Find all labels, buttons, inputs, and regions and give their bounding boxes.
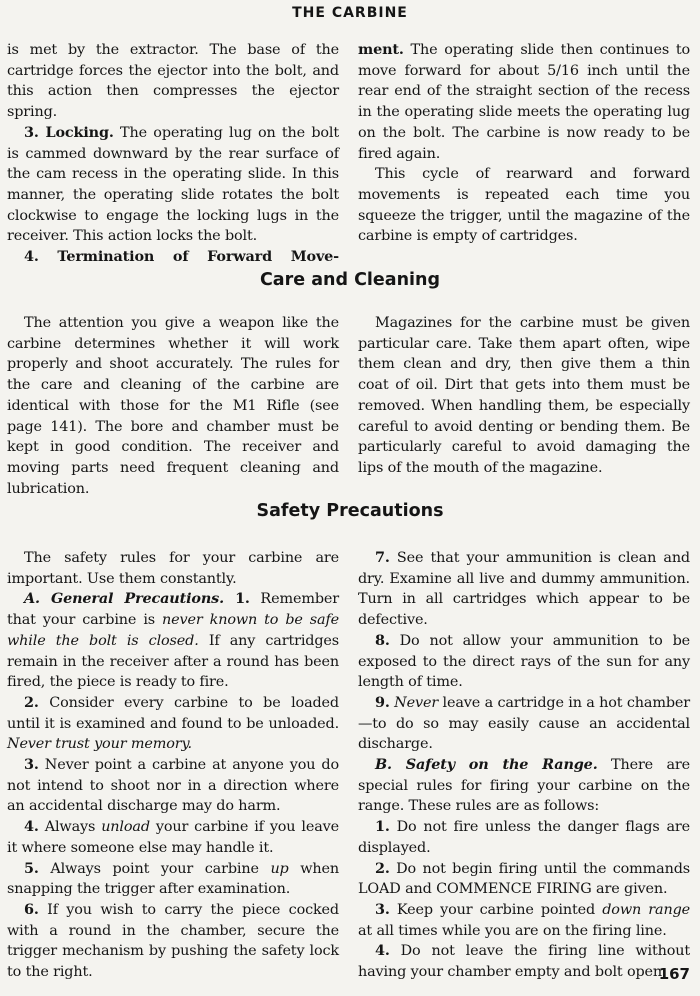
paragraph: 7. See that your ammunition is clean and dry. Examine all live and dummy ammunition. Turn in all cartridges which appear to be defective. — [358, 549, 690, 629]
paragraph: 3. Keep your carbine pointed down range at all times while you are on the firing line. — [358, 900, 690, 939]
section-title-care: Care and Cleaning — [259, 270, 441, 290]
paragraph: 5. Always point your carbine up when snapping the trigger after examination. — [7, 859, 339, 898]
safety-left-column — [7, 548, 339, 983]
subsection-heading: A. General Precautions. — [24, 590, 224, 608]
paragraph: 3. Never point a carbine at anyone you do not intend to shoot nor in a direction where an accidental discharge may do harm. — [7, 756, 339, 815]
top-left-column — [7, 40, 339, 268]
paragraph: This cycle of rearward and forward movements is repeated each time you squeeze the trigger, until the magazine of the carbine is empty of cartridges. — [358, 166, 690, 245]
paragraph: 6. If you wish to carry the piece cocked with a round in the chamber, secure the trigger mechanism by pushing the safety lock to the right. — [7, 900, 339, 981]
page-number: 167 — [658, 965, 690, 983]
subsection-heading: B. Safety on the Range. — [375, 756, 598, 774]
care-left-column — [7, 313, 339, 499]
paragraph — [7, 247, 339, 268]
paragraph: The safety rules for your carbine are important. Use them constantly. — [7, 550, 339, 587]
paragraph: B. Safety on the Range. There are special rules for firing your carbine on the range. These rules are as follows: — [358, 756, 691, 815]
paragraph: 2. Do not begin firing until the commands LOAD and COMMENCE FIRING are given. — [358, 859, 690, 898]
paragraph: 1. Do not fire unless the danger flags are displayed. — [358, 818, 690, 856]
care-right-column — [358, 313, 690, 479]
item-heading: ment. — [358, 41, 404, 58]
section-title-safety: Safety Precautions — [256, 501, 444, 521]
paragraph: 3. Locking. The operating lug on the bolt is cammed downward by the rear surface of the cam recess in the operating slide. In this manner, the operating slide rotates the bolt clockwise to engage the locking lugs in the receiver. This action locks the bolt. — [7, 123, 339, 245]
paragraph: 4. Always unload your carbine if you leave it where someone else may handle it. — [7, 818, 339, 856]
paragraph: Magazines for the carbine must be given particular care. Take them apart often, wipe them clean and dry, then give them a thin coat of oil. Dirt that gets into them must be removed. When handling them, be especially careful to avoid denting or bending them. Be particularly careful to avoid damaging the lips of the mouth of the magazine. — [358, 315, 690, 476]
paragraph: 8. Do not allow your ammunition to be exposed to the direct rays of the sun for any length of time. — [358, 631, 690, 691]
paragraph: is met by the extractor. The base of the cartridge forces the ejector into the bolt, and this action then compresses the ejector spring. — [7, 42, 339, 121]
paragraph: 9. Never leave a cartridge in a hot chamber—to do so may easily cause an accidental discharge. — [358, 693, 690, 753]
item-heading: 4. Termination of Forward Move- — [24, 248, 339, 266]
safety-right-column — [358, 548, 690, 983]
paragraph: ment. The operating slide then continues to move forward for about 5/16 inch until the rear end of the straight section of the recess in the operating slide meets the operating lug on the bolt. The carbine is now ready to be fired again. — [358, 41, 690, 162]
paragraph: The attention you give a weapon like the carbine determines whether it will work properly and shoot accurately. The rules for the care and cleaning of the carbine are identical with those for the M1 Rifle (see page 141). The bore and chamber must be kept in good condition. The receiver and moving parts need frequent cleaning and lubrication. — [7, 315, 339, 497]
paragraph: 4. Do not leave the firing line without having your chamber empty and bolt open. — [358, 942, 690, 981]
paragraph: A. General Precautions. 1. Remember that your carbine is never known to be safe while the bolt is closed. If any cartridges remain in the receiver after a round has been fired, the piece is ready to fire. — [7, 590, 340, 691]
item-heading: 3. Locking. — [24, 123, 114, 141]
paragraph: 2. Consider every carbine to be loaded until it is examined and found to be unloaded. Never trust your memory. — [7, 693, 339, 753]
running-head: THE CARBINE — [292, 5, 408, 21]
top-right-column — [358, 40, 690, 247]
